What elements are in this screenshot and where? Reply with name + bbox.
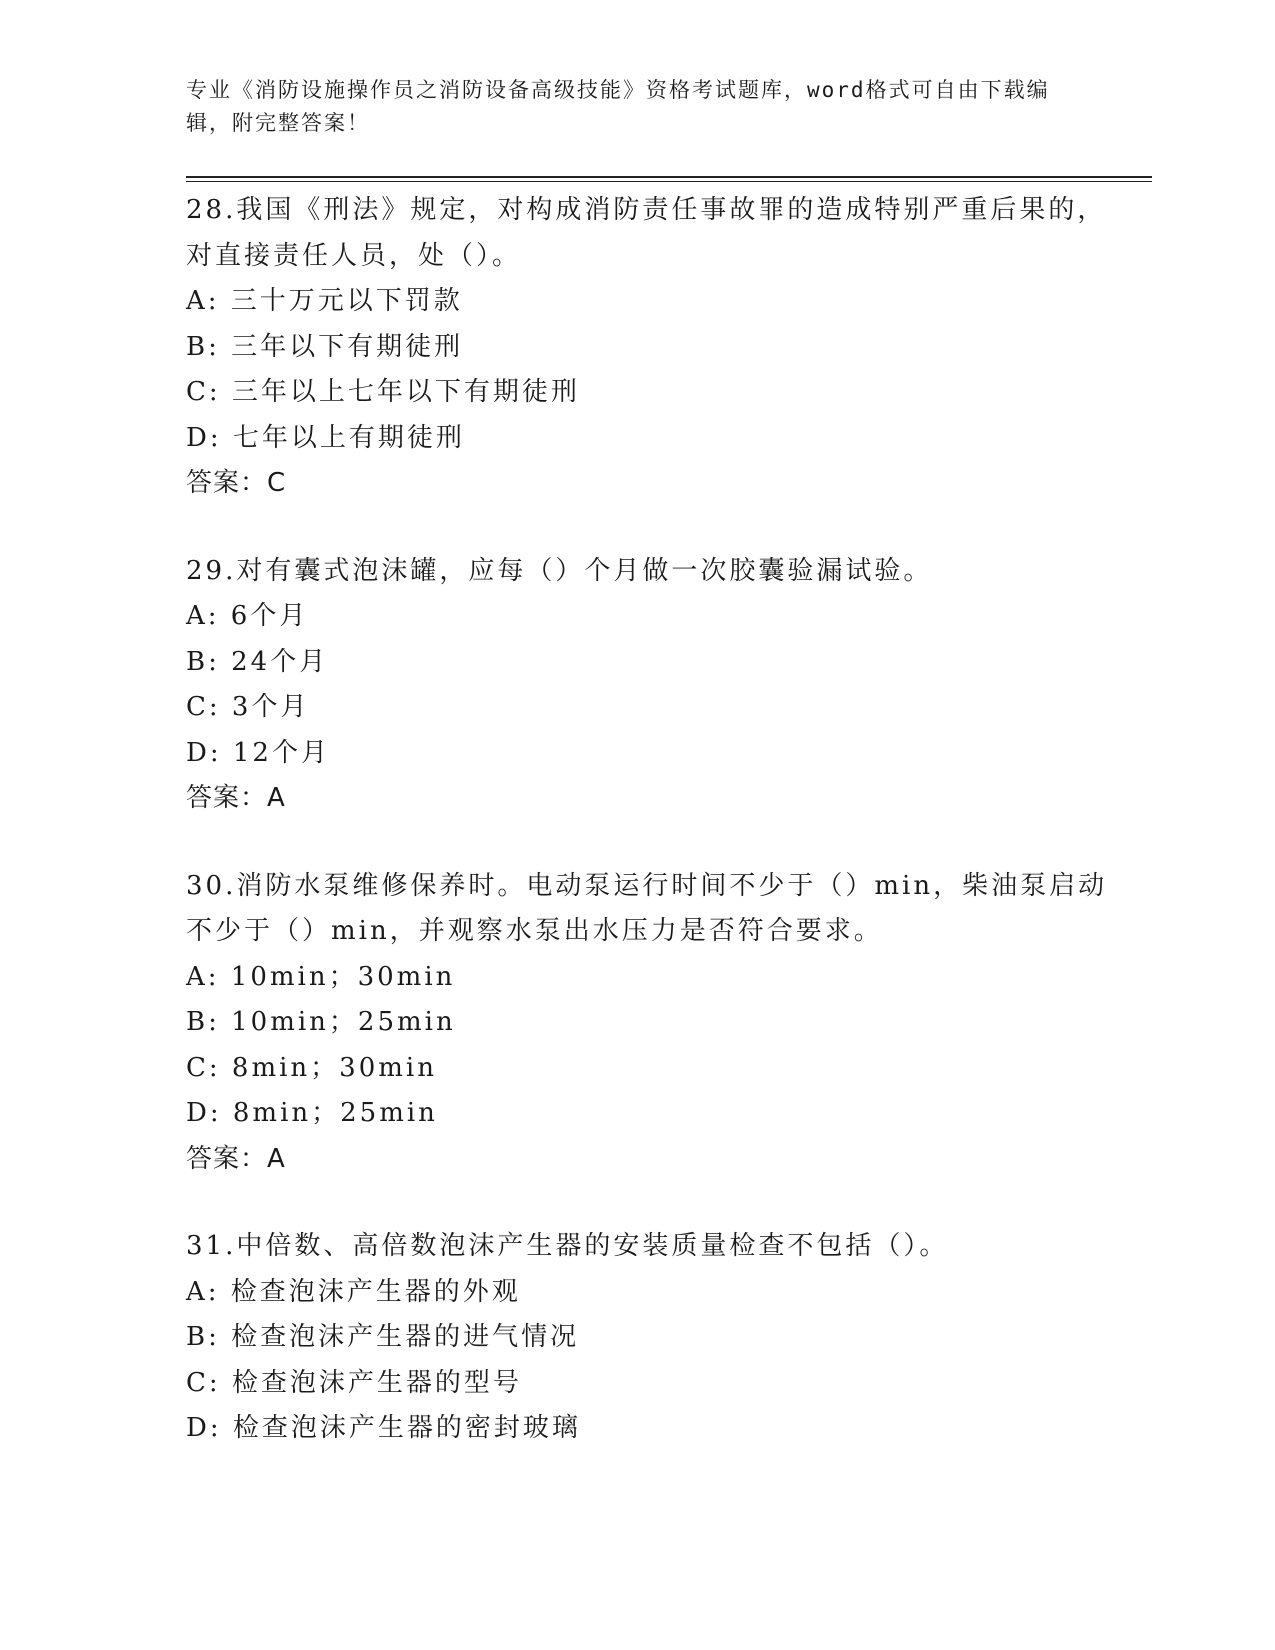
question-stem: 31.中倍数、高倍数泡沫产生器的安装质量检查不包括（）。 xyxy=(186,1231,949,1261)
question-stem: 28.我国《刑法》规定，对构成消防责任事故罪的造成特别严重后果的，对直接责任人员，处（）。 xyxy=(186,195,1107,271)
answer-label: 答案：C xyxy=(186,468,287,498)
answer-label: 答案：A xyxy=(186,1143,286,1174)
option-d: D: 12个月 xyxy=(186,737,330,768)
option-a: A: 6个月 xyxy=(186,601,309,631)
option-b: B: 24个月 xyxy=(186,646,329,677)
option-b: B: 10min；25min xyxy=(186,1007,456,1037)
option-c: C: 检查泡沫产生器的型号 xyxy=(186,1367,522,1398)
option-a: A: 检查泡沫产生器的外观 xyxy=(186,1276,521,1307)
option-c: C: 8min；30min xyxy=(186,1052,437,1083)
question-31 xyxy=(186,1224,1116,1452)
question-29 xyxy=(186,549,1116,822)
question-stem: 30.消防水泵维修保养时。电动泵运行时间不少于（）min，柴油泵启动不少于（）min，并观察水泵出水压力是否符合要求。 xyxy=(186,870,1108,946)
question-stem: 29.对有囊式泡沫罐，应每（）个月做一次胶囊验漏试验。 xyxy=(186,555,933,586)
option-a: A: 三十万元以下罚款 xyxy=(186,286,463,316)
question-30 xyxy=(186,864,1116,1183)
header-divider-thin xyxy=(186,181,1152,182)
option-b: B: 三年以下有期徒刑 xyxy=(186,331,464,362)
option-a: A: 10min；30min xyxy=(186,961,456,992)
option-c: C: 3个月 xyxy=(186,692,310,722)
option-c: C: 三年以上七年以下有期徒刑 xyxy=(186,377,580,407)
option-b: B: 检查泡沫产生器的进气情况 xyxy=(186,1322,580,1352)
header-divider-thick xyxy=(186,176,1152,178)
option-d: D: 检查泡沫产生器的密封玻璃 xyxy=(186,1413,581,1443)
question-28 xyxy=(186,188,1116,507)
option-d: D: 8min；25min xyxy=(186,1098,438,1128)
answer-label: 答案：A xyxy=(186,783,286,813)
document-header: 专业《消防设施操作员之消防设备高级技能》资格考试题库，word格式可自由下载编辑，附完整答案！ xyxy=(186,78,1050,135)
question-list xyxy=(186,188,1116,1494)
option-d: D: 七年以上有期徒刑 xyxy=(186,422,465,453)
